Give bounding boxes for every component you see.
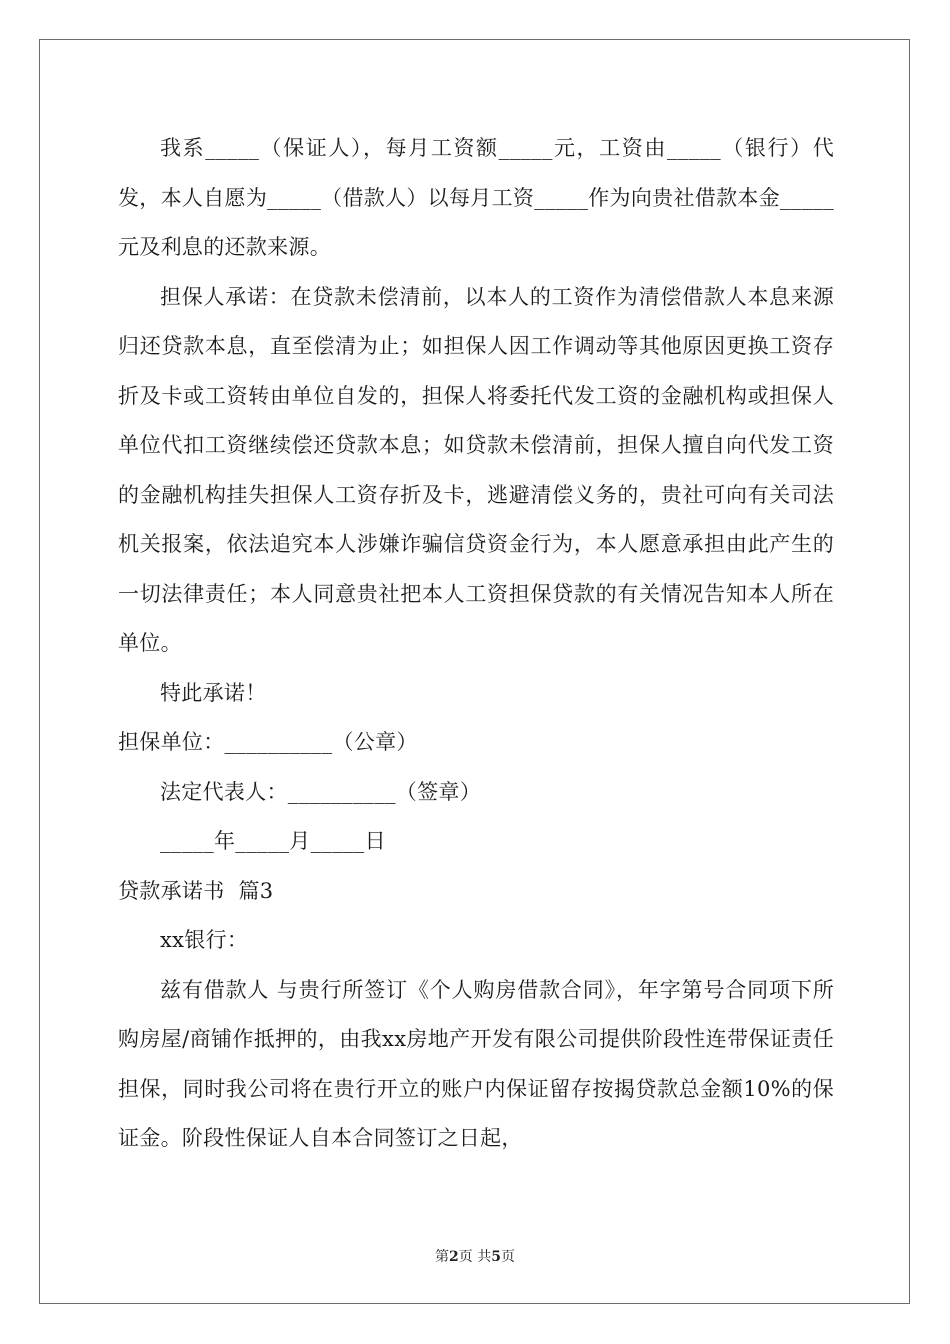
paragraph-bank-guarantee: 兹有借款人 与贵行所签订《个人购房借款合同》，年字第号合同项下所购房屋/商铺作抵押的，由我xx房地产开发有限公司提供阶段性连带保证责任担保，同时我公司将在贵行开立的账户内保证留存按揭贷款总金额10%的保证金。阶段性保证人自本合同签订之日起， — [118, 977, 834, 1150]
footer-prefix: 第 — [435, 1249, 450, 1265]
total-page-count: 5 — [491, 1249, 501, 1265]
salutation: xx银行： — [160, 928, 249, 952]
page-footer — [0, 1246, 950, 1266]
footer-mid: 页 共 — [458, 1249, 492, 1265]
date-line: _____年_____月_____日 — [160, 829, 386, 853]
current-page-number: 2 — [449, 1249, 459, 1265]
footer-suffix: 页 — [500, 1249, 515, 1265]
legal-representative-line: 法定代表人：__________（签章） — [160, 779, 481, 804]
paragraph-guarantor-commitment: 担保人承诺：在贷款未偿清前，以本人的工资作为清偿借款人本息来源归还贷款本息，直至偿清为止；如担保人因工作调动等其他原因更换工资存折及卡或工资转由单位自发的，担保人将委托代发工资的金融机构或担保人单位代扣工资继续偿还贷款本息；如贷款未偿清前，担保人擅自向代发工资的金融机构挂失担保人工资存折及卡，逃避清偿义务的，贵社可向有关司法机关报案，依法追究本人涉嫌诈骗信贷资金行为，本人愿意承担由此产生的一切法律责任；本人同意贵社把本人工资担保贷款的有关情况告知本人所在单位。 — [118, 284, 834, 655]
document-body — [118, 124, 834, 1164]
section-heading: 贷款承诺书 篇3 — [118, 878, 274, 903]
paragraph-guarantor-salary: 我系_____（保证人），每月工资额_____元，工资由_____（银行）代发，本人自愿为_____（借款人）以每月工资_____作为向贵社借款本金_____元及利息的还款来源。 — [118, 136, 834, 259]
paragraph-hereby-commit: 特此承诺！ — [160, 680, 267, 705]
guarantor-unit-line: 担保单位：__________（公章） — [118, 730, 418, 754]
